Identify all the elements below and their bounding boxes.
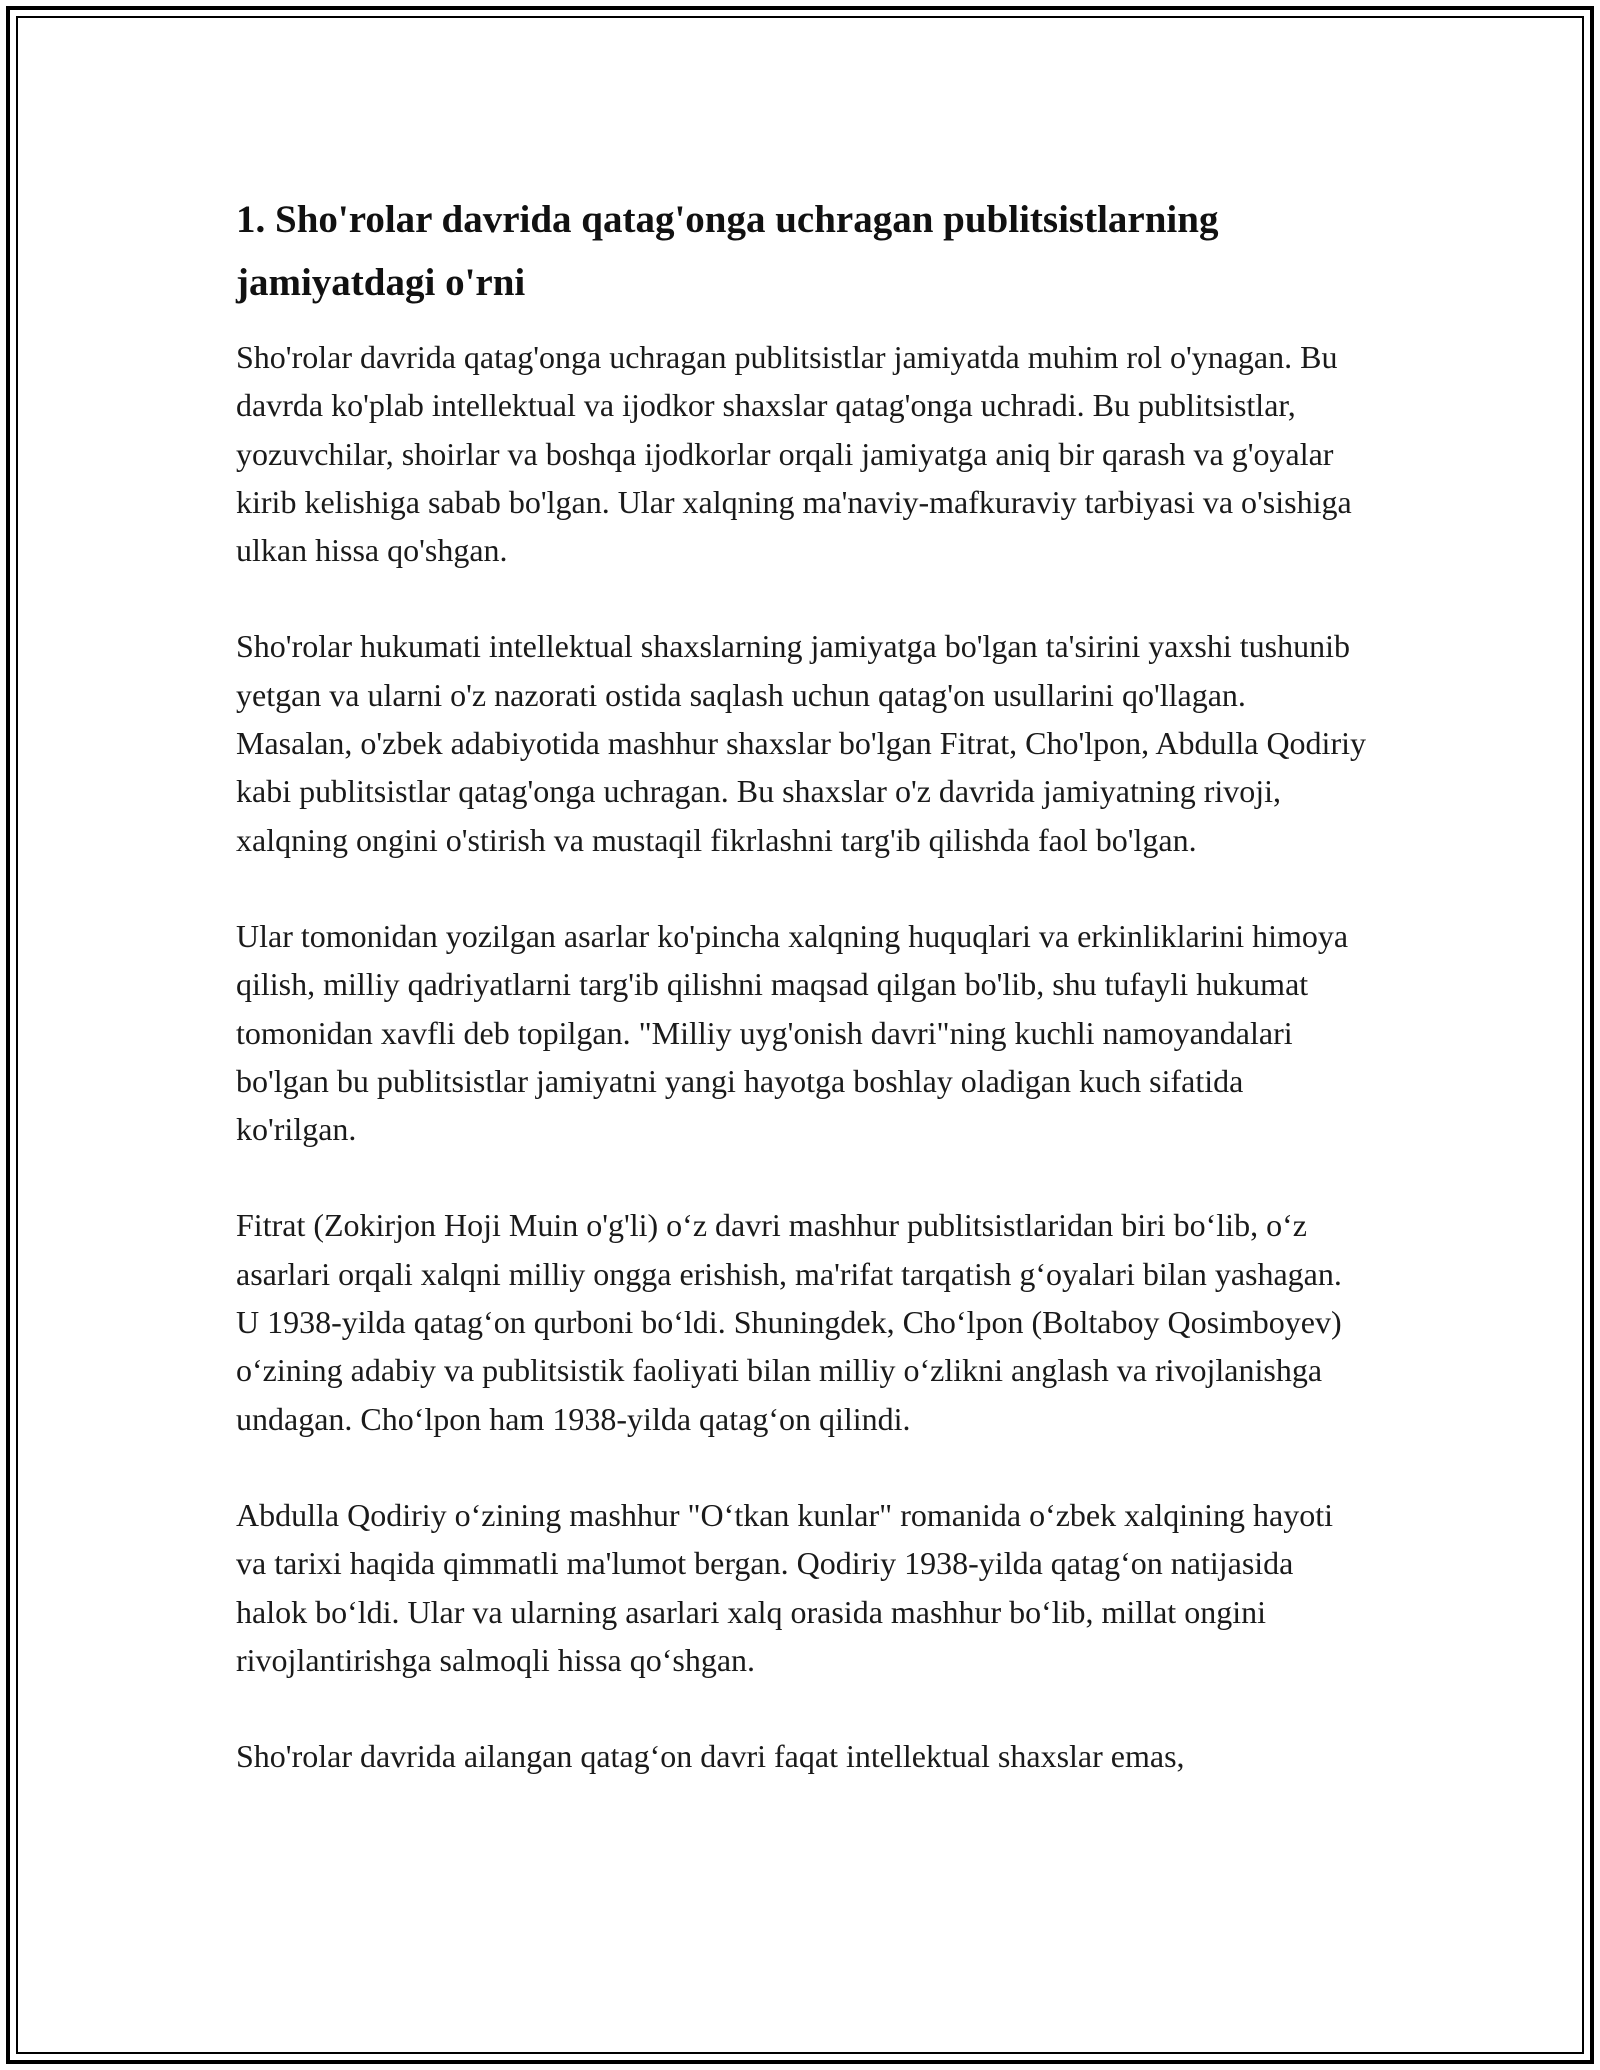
paragraph-1: Sho'rolar davrida qatag'onga uchragan publitsistlar jamiyatda muhim rol o'ynagan. Bu davrda ko'plab intellektual va ijodkor shaxslar qatag'onga uchradi. Bu publitsistlar, yozuvchilar, shoirlar va boshqa ijodkorlar orqali jamiyatga aniq bir qarash va g'oyalar kirib kelishiga sabab bo'lgan. Ular xalqning ma'naviy-mafkuraviy tarbiyasi va o'sishiga ulkan hissa qo'shgan.	[236, 339, 1352, 569]
paragraph-3: Ular tomonidan yozilgan asarlar ko'pincha xalqning huquqlari va erkinliklarini himoya qilish, milliy qadriyatlarni targ'ib qilishni maqsad qilgan bo'lib, shu tufayli hukumat tomonidan xavfli deb topilgan. "Milliy uyg'onish davri"ning kuchli namoyandalari bo'lgan bu publitsistlar jamiyatni yangi hayotga boshlay oladigan kuch sifatida ko'rilgan.	[236, 917, 1349, 1148]
paragraph-4: Fitrat (Zokirjon Hoji Muin o'g'li) o‘z davri mashhur publitsistlaridan biri bo‘lib, o‘z asarlari orqali xalqni milliy ongga erishish, ma'rifat tarqatish g‘oyalari bilan yashagan. U 1938-yilda qatag‘on qurboni bo‘ldi. Shuningdek, Cho‘lpon (Boltaboy Qosimboyev) o‘zining adabiy va publitsistik faoliyati bilan milliy o‘zlikni anglash va rivojlanishga undagan. Cho‘lpon ham 1938-yilda qatag‘on qilindi.	[236, 1207, 1342, 1437]
section-heading: 1. Sho'rolar davrida qatag'onga uchragan publitsistlarning jamiyatdagi o'rni	[236, 198, 1219, 304]
document-body	[236, 188, 1366, 1828]
paragraph-2: Sho'rolar hukumati intellektual shaxslarning jamiyatga bo'lgan ta'sirini yaxshi tushunib yetgan va ularni o'z nazorati ostida saqlash uchun qatag'on usullarini qo'llagan. Masalan, o'zbek adabiyotida mashhur shaxslar bo'lgan Fitrat, Cho'lpon, Abdulla Qodiriy kabi publitsistlar qatag'onga uchragan. Bu shaxslar o'z davrida jamiyatning rivoji, xalqning ongini o'stirish va mustaqil fikrlashni targ'ib qilishda faol bo'lgan.	[236, 628, 1366, 858]
paragraph-6: Sho'rolar davrida ailangan qatag‘on davri faqat intellektual shaxslar emas,	[236, 1738, 1185, 1775]
paragraph-5: Abdulla Qodiriy o‘zining mashhur "O‘tkan kunlar" romanida o‘zbek xalqining hayoti va tarixi haqida qimmatli ma'lumot bergan. Qodiriy 1938-yilda qatag‘on natijasida halok bo‘ldi. Ular va ularning asarlari xalq orasida mashhur bo‘lib, millat ongini rivojlantirishga salmoqli hissa qo‘shgan.	[236, 1496, 1333, 1678]
